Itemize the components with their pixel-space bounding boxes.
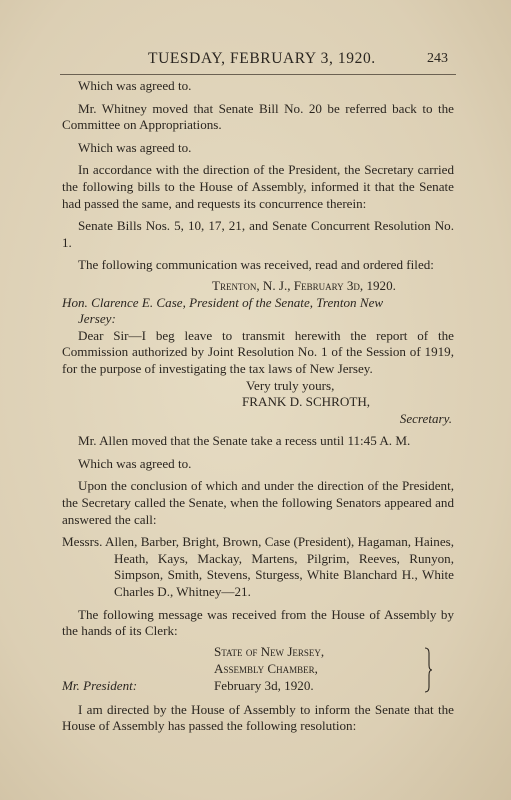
paragraph: Senate Bills Nos. 5, 10, 17, 21, and Senate Concurrent Resolution No. 1. — [62, 218, 454, 250]
message-date: February 3d, 1920. — [214, 677, 314, 693]
state-line: State of New Jersey, — [214, 643, 325, 659]
running-header — [0, 50, 511, 70]
paragraph: The following message was received from the House of Assembly by the hands of its Clerk: — [62, 606, 454, 639]
paragraph: Mr. Whitney moved that Senate Bill No. 20 be referred back to the Committee on Appropriations. — [62, 100, 454, 133]
letter-dateline: Trenton, N. J., February 3d, 1920. — [212, 277, 396, 293]
salutation-line: Jersey: — [78, 311, 116, 327]
letter-signature-title: Secretary. — [399, 410, 452, 426]
header-title: TUESDAY, FEBRUARY 3, 1920. — [148, 50, 376, 67]
paragraph: The following communication was received, read and ordered filed: — [78, 257, 434, 273]
paragraph: I am directed by the House of Assembly to inform the Senate that the House of Assembly has passed the following resolution: — [62, 701, 454, 734]
salutation-line: Hon. Clarence E. Case, President of the Senate, Trenton New — [62, 294, 384, 310]
paragraph: Upon the conclusion of which and under the direction of the President, the Secretary called the Senate, when the following Senators appeared and answered the call: — [62, 478, 454, 527]
letter-salutation — [62, 295, 454, 328]
page-number: 243 — [427, 51, 448, 66]
letter-body: Dear Sir—I beg leave to transmit herewith the report of the Commission authorized by Joint Resolution No. 1 of the Session of 1919, for the purpose of investigating the tax laws of New Jersey. — [62, 327, 454, 376]
roll-call-list: Messrs. Allen, Barber, Bright, Brown, Case (President), Hagaman, Haines, Heath, Kays, Mackay, Martens, Pilgrim, Reeves, Runyon, Simpson, Smith, Stevens, Sturgess, White Blanchard H., White Charles D., Whitney—21. — [62, 534, 454, 600]
letter-closing: Very truly yours, — [246, 377, 335, 393]
paragraph: Which was agreed to. — [78, 455, 192, 471]
chamber-line: Assembly Chamber, — [214, 660, 318, 676]
paragraph: Mr. Allen moved that the Senate take a recess until 11:45 A. M. — [78, 433, 411, 449]
letter-signature: FRANK D. SCHROTH, — [242, 394, 371, 410]
paragraph: In accordance with the direction of the President, the Secretary carried the following bills to the House of Assembly, informed it that the Senate had passed the same, and requests its concurrence therein: — [62, 162, 454, 211]
header-rule — [60, 74, 456, 75]
paragraph: Which was agreed to. — [78, 139, 192, 155]
message-heading — [62, 644, 454, 696]
page-body — [62, 78, 454, 735]
paragraph: Which was agreed to. — [78, 78, 192, 93]
right-brace-icon — [424, 647, 432, 693]
mr-president-salutation: Mr. President: — [62, 677, 138, 693]
